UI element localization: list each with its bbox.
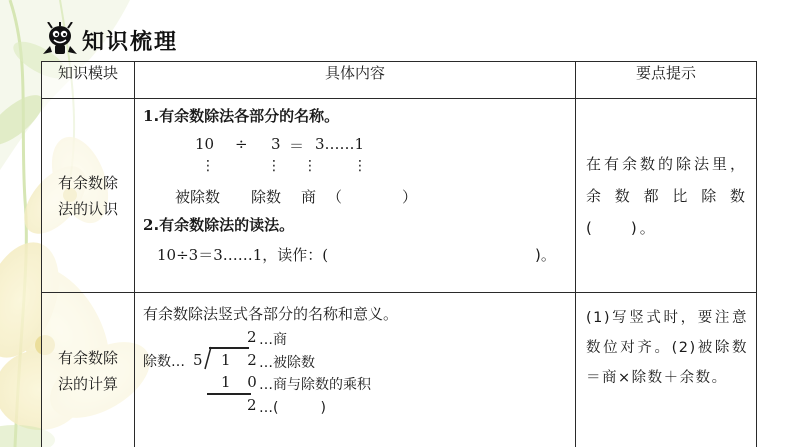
reading-expression: 10÷3＝3……1，读作：(	[157, 246, 329, 264]
content-cell	[135, 293, 576, 447]
module-cell	[42, 99, 135, 293]
remainder-label: …( )	[259, 400, 326, 416]
page-title: 知识梳理	[82, 29, 179, 55]
pointer-dots: ⋮	[353, 158, 367, 174]
quotient-label: …商	[259, 332, 287, 348]
cartoon-mascot-icon	[40, 22, 80, 58]
content-item-1: 1.有余数除法各部分的名称。	[143, 107, 340, 125]
divisor-label: 除数…	[143, 354, 185, 370]
subtraction-line	[207, 393, 251, 395]
tip-cell: 在有余数的除法里，余数都比除数( )。	[576, 99, 757, 293]
header-tips: 要点提示	[576, 62, 757, 99]
quotient-digit: 2	[247, 328, 257, 346]
content-cell	[135, 99, 576, 293]
pointer-dots: ⋮	[267, 158, 281, 174]
knowledge-table	[41, 61, 757, 447]
remainder-digit: 2	[247, 396, 257, 414]
dividend-digits: 1 2	[221, 351, 263, 369]
content-item-2: 2.有余数除法的读法。	[143, 216, 295, 234]
header-module: 知识模块	[42, 62, 135, 99]
module-label-line1: 有余数除	[57, 348, 118, 367]
table-row	[42, 99, 757, 293]
division-bar	[209, 347, 249, 349]
module-label-line2: 法的认识	[57, 199, 118, 218]
module-cell	[42, 293, 135, 447]
long-division-intro: 有余数除法竖式各部分的名称和意义。	[143, 305, 399, 323]
tip-cell: (1)写竖式时，要注意数位对齐。(2)被除数＝商×除数＋余数。	[576, 293, 757, 447]
table-header-row	[42, 62, 757, 99]
label-dividend: 被除数	[175, 188, 221, 206]
module-label-line2: 法的计算	[57, 374, 118, 393]
division-bracket	[203, 345, 213, 371]
reading-blank-end: )。	[535, 246, 556, 264]
equation-dividend: 10	[195, 135, 215, 153]
dividend-label: …被除数	[259, 355, 315, 371]
table-row	[42, 293, 757, 447]
pointer-dots: ⋮	[201, 158, 215, 174]
pointer-dots: ⋮	[303, 158, 317, 174]
product-label: …商与除数的乘积	[259, 377, 371, 393]
divisor-digit: 5	[193, 351, 203, 369]
label-divisor: 除数	[251, 188, 282, 206]
equation-operator: ÷	[235, 135, 248, 153]
equation-equals: ＝	[289, 137, 305, 155]
product-digits: 1 0	[221, 373, 263, 391]
module-label-line1: 有余数除	[57, 173, 118, 192]
label-quotient: 商	[301, 188, 317, 206]
equation-divisor: 3	[271, 135, 281, 153]
label-remainder-blank: （ ）	[327, 188, 418, 206]
section-title	[40, 20, 178, 60]
header-content: 具体内容	[135, 62, 576, 99]
equation-result: 3……1	[315, 135, 365, 153]
